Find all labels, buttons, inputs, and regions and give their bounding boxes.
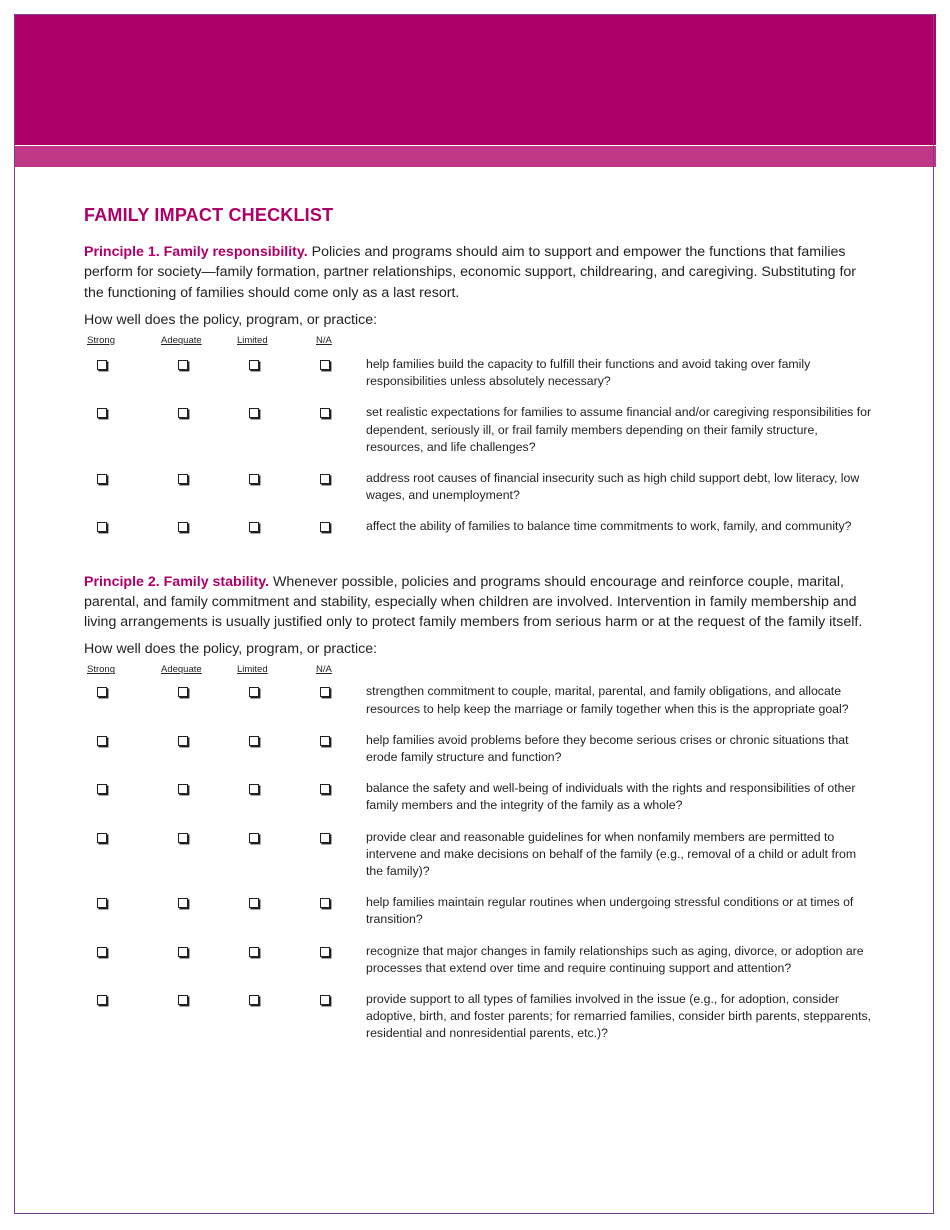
column-adequate: Adequate (161, 664, 202, 676)
rating-header-row (84, 664, 874, 678)
checkbox-na[interactable] (320, 360, 330, 370)
checkbox-na[interactable] (320, 474, 330, 484)
checklist-item-text: recognize that major changes in family relationships such as aging, divorce, or adoption are processes that extend over time and require continuing support and attention? (366, 943, 864, 975)
checkbox-limited[interactable] (249, 474, 259, 484)
principle-2-body: Whenever possible, policies and programs should encourage and reinforce couple, marital, parental, and family commitment and stability, especially when children are involved. Intervention in family membership and living arrangements is usually justified only to protect family members from serious harm or at the request of the family itself. (84, 573, 863, 631)
principle-1-section (84, 242, 874, 536)
checkbox-strong[interactable] (97, 360, 107, 370)
checklist-item (84, 829, 874, 881)
checklist-item (84, 404, 874, 456)
checkbox-adequate[interactable] (178, 995, 188, 1005)
checklist-item-text: help families build the capacity to fulfill their functions and avoid taking over family responsibilities unless absolutely necessary? (366, 356, 811, 389)
column-strong: Strong (87, 664, 115, 676)
checklist-item (84, 943, 874, 977)
column-limited: Limited (237, 334, 268, 346)
checklist-item (84, 470, 874, 504)
checklist-item (84, 356, 874, 390)
checkbox-strong[interactable] (97, 898, 107, 908)
checklist-item (84, 991, 874, 1043)
checkbox-adequate[interactable] (178, 898, 188, 908)
principle-2-paragraph (84, 572, 874, 633)
checkbox-adequate[interactable] (178, 784, 188, 794)
checkbox-strong[interactable] (97, 408, 107, 418)
checkbox-adequate[interactable] (178, 833, 188, 843)
principle-2-section (84, 572, 874, 1043)
rating-header-row (84, 335, 874, 349)
principle-1-items (84, 356, 874, 536)
checkbox-strong[interactable] (97, 474, 107, 484)
checkbox-limited[interactable] (249, 522, 259, 532)
column-limited: Limited (237, 664, 268, 676)
column-strong: Strong (87, 334, 115, 346)
checklist-item-text: provide support to all types of families involved in the issue (e.g., for adoption, consider adoptive, birth, and foster parents; for remarried families, consider birth parents, stepparents, residential and nonresidential parents, etc.)? (366, 992, 872, 1041)
checkbox-limited[interactable] (249, 947, 259, 957)
checkbox-na[interactable] (320, 784, 330, 794)
checklist-item-text: set realistic expectations for families to assume financial and/or caregiving responsibilities for dependent, seriously ill, or frail family members depending on their family structure, resources, and life challenges? (366, 405, 872, 454)
checkbox-limited[interactable] (249, 687, 259, 697)
checkbox-strong[interactable] (97, 687, 107, 697)
checkbox-limited[interactable] (249, 898, 259, 908)
checkbox-adequate[interactable] (178, 474, 188, 484)
checklist-item-text: affect the ability of families to balance time commitments to work, family, and community? (366, 519, 852, 534)
checkbox-strong[interactable] (97, 784, 107, 794)
checkbox-na[interactable] (320, 408, 330, 418)
checkbox-limited[interactable] (249, 360, 259, 370)
checklist-item-text: help families avoid problems before they become serious crises or chronic situations that erode family structure and function? (366, 732, 849, 765)
checkbox-na[interactable] (320, 995, 330, 1005)
principle-1-paragraph (84, 242, 874, 303)
checkbox-na[interactable] (320, 833, 330, 843)
principle-1-question: How well does the policy, program, or practice: (84, 311, 378, 328)
checkbox-limited[interactable] (249, 995, 259, 1005)
checkbox-strong[interactable] (97, 833, 107, 843)
column-na: N/A (316, 334, 332, 346)
checkbox-limited[interactable] (249, 408, 259, 418)
checkbox-limited[interactable] (249, 784, 259, 794)
checklist-item (84, 732, 874, 766)
column-adequate: Adequate (161, 334, 202, 346)
checkbox-strong[interactable] (97, 995, 107, 1005)
checkbox-adequate[interactable] (178, 408, 188, 418)
checkbox-strong[interactable] (97, 736, 107, 746)
checklist-item (84, 894, 874, 928)
checklist-item (84, 780, 874, 814)
page-title: FAMILY IMPACT CHECKLIST (84, 205, 334, 225)
checklist-item-text: balance the safety and well-being of individuals with the rights and responsibilities of other family members and the integrity of the family as a whole? (366, 781, 856, 813)
checklist-item (84, 683, 874, 717)
checkbox-limited[interactable] (249, 736, 259, 746)
checklist-item-text: address root causes of financial insecurity such as high child support debt, low literacy, low wages, and unemployment? (366, 470, 860, 503)
checklist-item-text: provide clear and reasonable guidelines for when nonfamily members are permitted to intervene and make decisions on behalf of the family (e.g., removal of a child or adult from the family)? (366, 829, 857, 879)
checkbox-na[interactable] (320, 898, 330, 908)
checkbox-strong[interactable] (97, 947, 107, 957)
checkbox-adequate[interactable] (178, 736, 188, 746)
checklist-item-text: strengthen commitment to couple, marital, parental, and family obligations, and allocate resources to help keep the marriage or family together when this is the appropriate goal? (366, 684, 849, 716)
checkbox-na[interactable] (320, 687, 330, 697)
principle-2-question: How well does the policy, program, or practice: (84, 641, 378, 658)
checkbox-adequate[interactable] (178, 687, 188, 697)
column-na: N/A (316, 664, 332, 676)
checkbox-adequate[interactable] (178, 522, 188, 532)
checkbox-na[interactable] (320, 736, 330, 746)
checklist-item (84, 518, 874, 535)
checklist-item-text: help families maintain regular routines when undergoing stressful conditions or at times of transition? (366, 895, 854, 927)
checklist-content (84, 205, 874, 1043)
checkbox-na[interactable] (320, 947, 330, 957)
checkbox-limited[interactable] (249, 833, 259, 843)
principle-1-title: Principle 1. Family responsibility. (84, 244, 308, 260)
checkbox-strong[interactable] (97, 522, 107, 532)
principle-2-title: Principle 2. Family stability. (84, 573, 270, 590)
checkbox-adequate[interactable] (178, 947, 188, 957)
checkbox-adequate[interactable] (178, 360, 188, 370)
principle-2-items (84, 683, 874, 1042)
principle-1-body: Policies and programs should aim to support and empower the functions that families perform for society—family formation, partner relationships, economic support, childrearing, and caregiving. Substituting for the functioning of families should come only as a last resort. (84, 244, 856, 301)
checkbox-na[interactable] (320, 522, 330, 532)
